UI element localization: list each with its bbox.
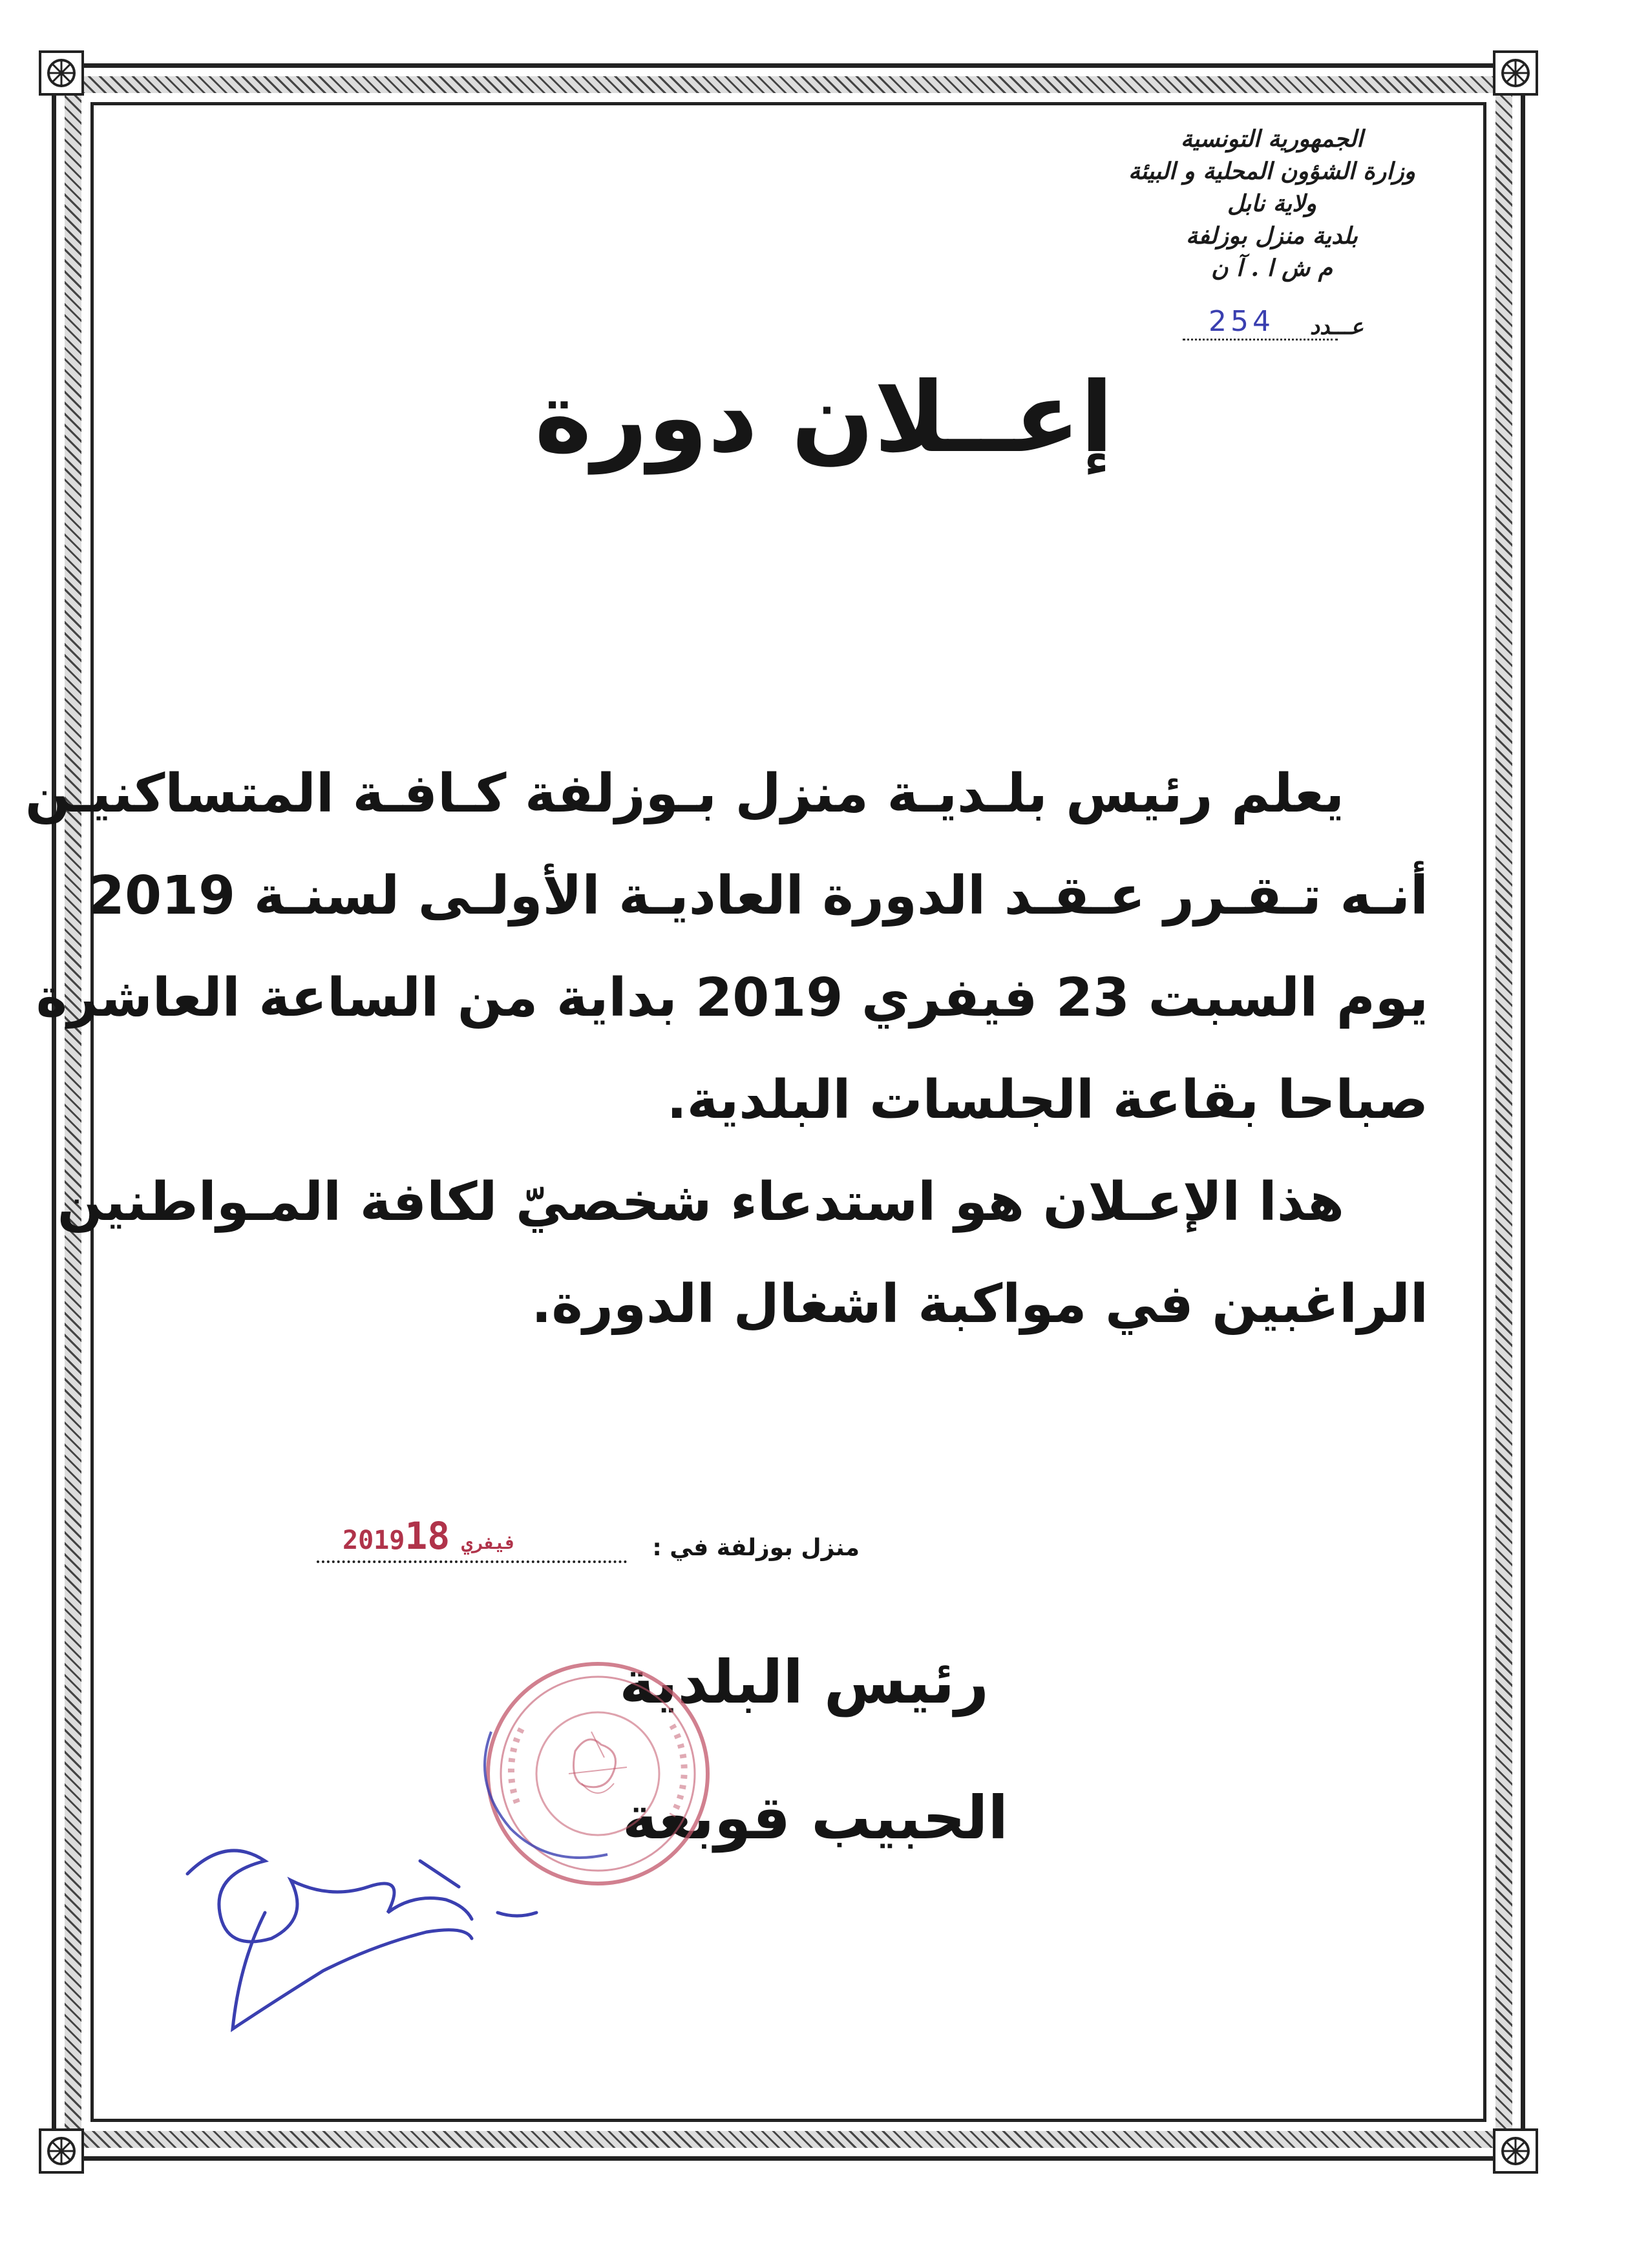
- announcement-body: [25, 743, 1428, 1356]
- reference-label: عـــدد: [1309, 314, 1364, 340]
- reference-number-line: [1183, 305, 1364, 349]
- body-line: صباحا بقاعة الجلسات البلدية.: [666, 1069, 1428, 1131]
- date-line: [317, 1514, 860, 1573]
- body-line: يعلم رئيس بلـديـة منزل بـوزلفة كـافـة المتساكنيـن: [25, 763, 1344, 824]
- page-title: إعــلان دورة: [534, 362, 1114, 474]
- handwritten-signature-icon: [174, 1835, 575, 2055]
- reference-dotted-line: [1183, 339, 1338, 341]
- date-dotted-line: [317, 1560, 627, 1563]
- signatory-title: رئيس البلدية: [619, 1648, 989, 1717]
- signatory-name: الحبيب قوبعة: [622, 1783, 1008, 1853]
- date-stamp: [343, 1514, 527, 1558]
- letterhead-department: م ش ا . آ ن: [1211, 255, 1333, 282]
- date-stamp-month: فيفري: [461, 1532, 516, 1553]
- frame-corner-ornament-icon: [1493, 50, 1538, 96]
- letterhead: [1128, 123, 1415, 284]
- letterhead-ministry: وزارة الشؤون المحلية و البيئة: [1128, 158, 1415, 185]
- frame-corner-ornament-icon: [39, 50, 84, 96]
- frame-corner-ornament-icon: [39, 2128, 84, 2174]
- letterhead-republic: الجمهورية التونسية: [1180, 125, 1364, 152]
- date-stamp-year: 2019: [343, 1526, 405, 1555]
- body-line: هذا الإعـلان هو استدعاء شخصيّ لكافة المـواطنين: [57, 1171, 1344, 1233]
- letterhead-municipality: بلدية منزل بوزلفة: [1186, 222, 1358, 249]
- body-line: أنـه تـقـرر عـقـد الدورة العاديـة الأولـى لسنـة 2019: [87, 865, 1428, 927]
- letterhead-governorate: ولاية نابل: [1227, 190, 1317, 217]
- date-stamp-day: 18: [405, 1514, 450, 1558]
- frame-corner-ornament-icon: [1493, 2128, 1538, 2174]
- body-line: يوم السبت 23 فيفري 2019 بداية من الساعة العاشرة: [36, 967, 1428, 1029]
- reference-number: 254: [1209, 305, 1274, 338]
- body-line: الراغبين في مواكبة اشغال الدورة.: [531, 1274, 1428, 1335]
- date-label: منزل بوزلفة في :: [652, 1535, 860, 1561]
